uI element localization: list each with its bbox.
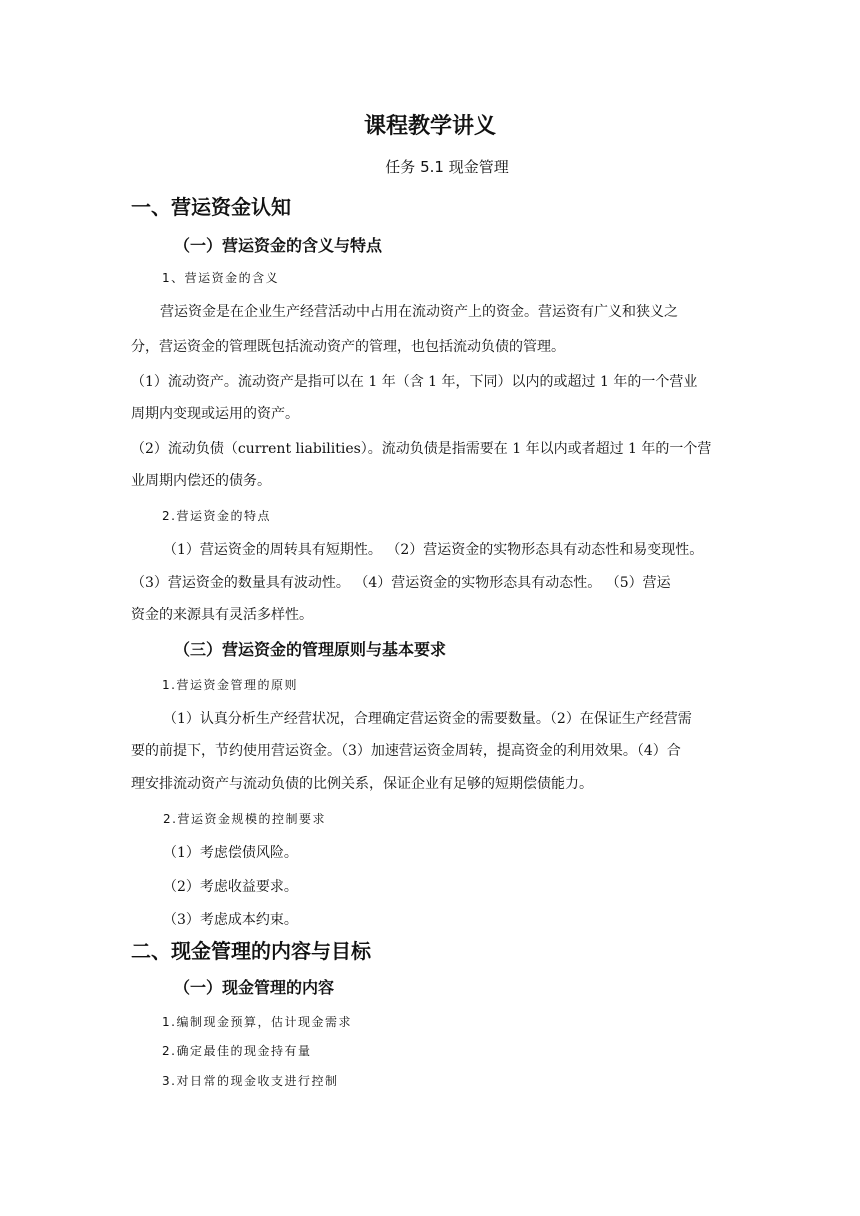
item-label-scale-control: 2.营运资金规模的控制要求 bbox=[163, 812, 326, 826]
list-item: 2.确定最佳的现金持有量 bbox=[162, 1044, 312, 1058]
subsection-heading-2-1: （一）现金管理的内容 bbox=[174, 978, 335, 997]
paragraph-line: （2）流动负债（current liabilities）。流动负债是指需要在 1 年以内或者超过 1 年的一个营 bbox=[131, 441, 712, 457]
paragraph-line: 周期内变现或运用的资产。 bbox=[131, 406, 299, 422]
subsection-heading-1-1: （一）营运资金的含义与特点 bbox=[174, 236, 383, 255]
item-label-principles: 1.营运资金管理的原则 bbox=[162, 678, 298, 692]
item-label-meaning: 1、营运资金的含义 bbox=[162, 271, 280, 285]
paragraph-line: 分，营运资金的管理既包括流动资产的管理，也包括流动负债的管理。 bbox=[131, 339, 565, 355]
paragraph-line: （3）营运资金的数量具有波动性。 （4）营运资金的实物形态具有动态性。 （5）营运 bbox=[131, 575, 671, 591]
document-title: 课程教学讲义 bbox=[363, 114, 496, 139]
paragraph-line: （1）流动资产。流动资产是指可以在 1 年（含 1 年，下同）以内的或超过 1 年的一个营业 bbox=[131, 374, 698, 390]
paragraph-line: （1）认真分析生产经营状况，合理确定营运资金的需要数量。（2）在保证生产经营需 bbox=[163, 711, 692, 727]
paragraph-line: 资金的来源具有灵活多样性。 bbox=[131, 607, 313, 623]
section-heading-2: 二、现金管理的内容与目标 bbox=[131, 939, 371, 963]
paragraph-line: 要的前提下，节约使用营运资金。（3）加速营运资金周转，提高资金的利用效果。（4）合 bbox=[131, 743, 681, 759]
subsection-heading-1-3: （三）营运资金的管理原则与基本要求 bbox=[174, 640, 447, 659]
requirement-item: （2）考虑收益要求。 bbox=[163, 879, 298, 895]
paragraph-line: 理安排流动资产与流动负债的比例关系，保证企业有足够的短期偿债能力。 bbox=[131, 776, 593, 792]
document-subtitle: 任务 5.1 现金管理 bbox=[385, 158, 509, 176]
list-item: 1.编制现金预算，估计现金需求 bbox=[162, 1015, 352, 1029]
list-item: 3.对日常的现金收支进行控制 bbox=[162, 1074, 339, 1088]
paragraph-line: 营运资金是在企业生产经营活动中占用在流动资产上的资金。营运资有广义和狭义之 bbox=[160, 304, 678, 320]
requirement-item: （3）考虑成本约束。 bbox=[163, 912, 298, 928]
paragraph-line: （1）营运资金的周转具有短期性。 （2）营运资金的实物形态具有动态性和易变现性。 bbox=[163, 542, 704, 558]
section-heading-1: 一、营运资金认知 bbox=[131, 195, 291, 219]
item-label-features: 2.营运资金的特点 bbox=[162, 509, 271, 523]
paragraph-line: 业周期内偿还的债务。 bbox=[131, 473, 271, 489]
requirement-item: （1）考虑偿债风险。 bbox=[163, 845, 298, 861]
